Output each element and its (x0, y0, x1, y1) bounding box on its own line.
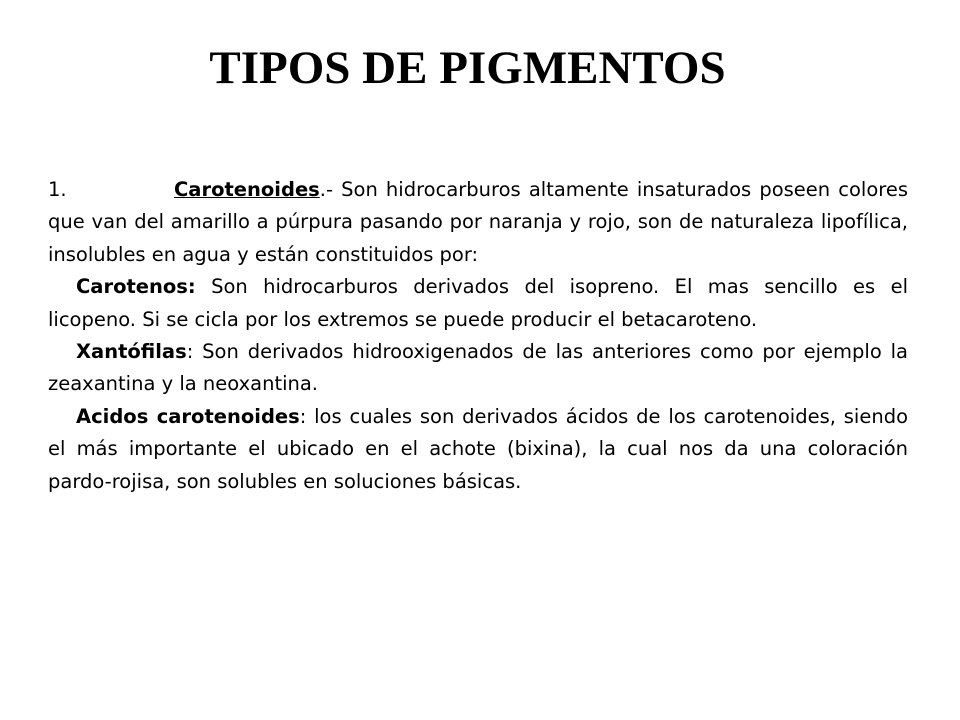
carotenos-term: Carotenos: (76, 275, 196, 299)
acidos-carotenoides-description: : los cuales son derivados ácidos de los carotenoides, siendo el más importante el ubicado en el achote (bixina), la cual nos da una coloración pardo-rojisa, son solubles en soluciones básicas. (48, 404, 908, 493)
carotenoides-paragraph (48, 174, 908, 271)
slide-title: TIPOS DE PIGMENTOS (209, 42, 726, 94)
xantofilas-description: : Son derivados hidrooxigenados de las anteriores como por ejemplo la zeaxantina y la neoxantina. (48, 340, 908, 396)
carotenoides-description: .- Son hidrocarburos altamente insaturados poseen colores que van del amarillo a púrpura pasando por naranja y rojo, son de naturaleza lipofílica, insolubles en agua y están constituidos por: (48, 178, 908, 266)
xantofilas-term: Xantófilas (76, 340, 187, 364)
acidos-carotenoides-paragraph (48, 401, 908, 498)
acidos-carotenoides-term: Acidos carotenoides (76, 404, 300, 428)
list-number: 1. (48, 178, 67, 201)
carotenoides-term: Carotenoides (174, 178, 320, 201)
carotenos-description: Son hidrocarburos derivados del isopreno. El mas sencillo es el licopeno. Si se cicla por los extremos se puede producir el betacaroteno. (48, 275, 908, 331)
xantofilas-paragraph (48, 336, 908, 401)
body-text (48, 174, 908, 498)
carotenos-paragraph (48, 271, 908, 336)
